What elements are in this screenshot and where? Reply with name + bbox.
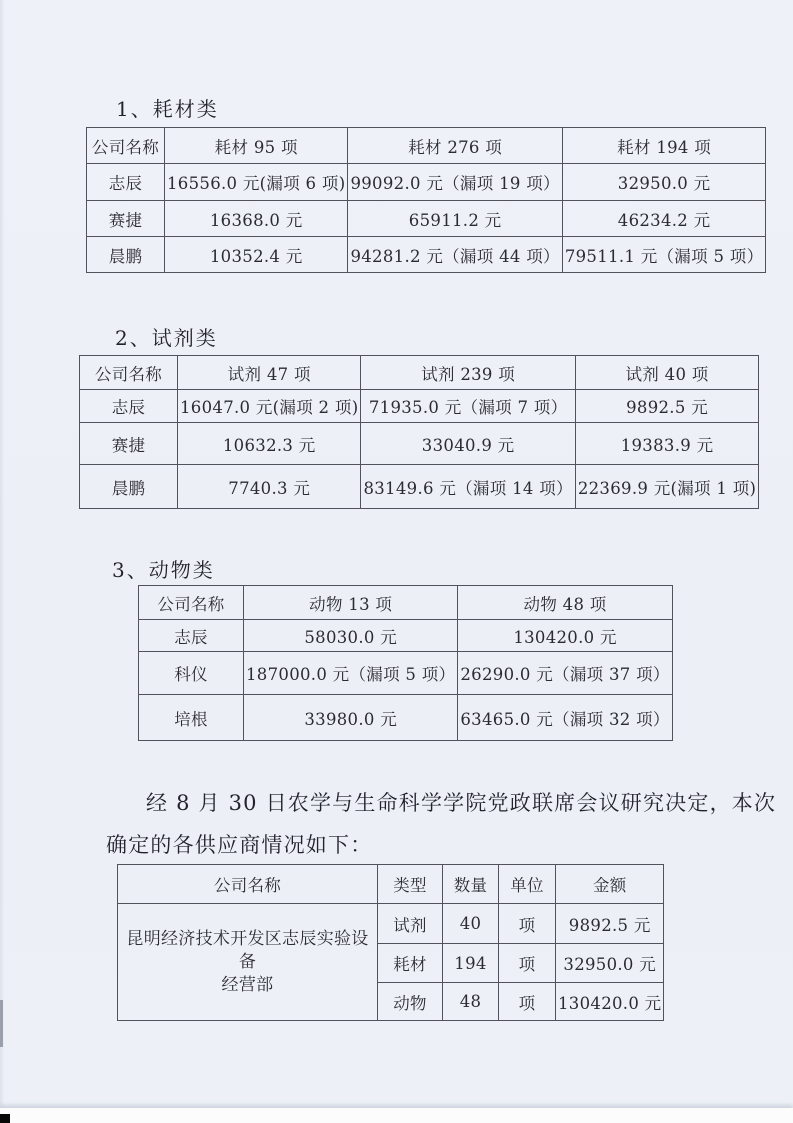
value-cell: 33980.0 元 — [244, 695, 458, 741]
type-cell: 试剂 — [378, 904, 443, 944]
value-cell: 16047.0 元(漏项 2 项) — [178, 390, 361, 423]
company-cell: 晨鹏 — [80, 465, 178, 509]
scan-bottom-edge — [0, 1108, 793, 1123]
header-cell: 试剂 239 项 — [361, 356, 575, 390]
company-cell: 赛捷 — [80, 423, 178, 465]
reagents-table — [79, 355, 759, 509]
amount-cell: 9892.5 元 — [556, 904, 664, 944]
body-paragraph-line-2: 确定的各供应商情况如下： — [106, 833, 373, 857]
type-cell: 动物 — [378, 983, 443, 1021]
table-row — [80, 465, 759, 509]
scan-corner-mark — [0, 1114, 10, 1123]
value-cell: 94281.2 元（漏项 44 项） — [348, 237, 562, 273]
body-paragraph-line-1: 经 8 月 30 日农学与生命科学学院党政联席会议研究决定，本次 — [146, 791, 777, 815]
unit-cell: 项 — [499, 983, 556, 1021]
table-row — [87, 164, 766, 201]
value-cell: 10632.3 元 — [178, 423, 361, 465]
type-cell: 耗材 — [378, 944, 443, 983]
section-title-reagents: 2、试剂类 — [115, 326, 218, 350]
value-cell: 16368.0 元 — [165, 201, 348, 237]
scan-edge-shadow — [0, 0, 4, 1123]
scan-artifact-mark — [0, 1000, 3, 1047]
value-cell: 58030.0 元 — [244, 620, 458, 652]
quantity-cell: 194 — [443, 944, 499, 983]
table-header-row — [139, 586, 673, 620]
value-cell: 46234.2 元 — [562, 201, 766, 237]
header-cell: 试剂 47 项 — [178, 356, 361, 390]
value-cell: 32950.0 元 — [562, 164, 766, 201]
value-cell: 33040.9 元 — [361, 423, 575, 465]
company-cell: 志辰 — [80, 390, 178, 423]
value-cell: 83149.6 元（漏项 14 项） — [361, 465, 575, 509]
value-cell: 65911.2 元 — [348, 201, 562, 237]
table-row — [139, 695, 673, 741]
quantity-cell: 48 — [443, 983, 499, 1021]
table-row — [139, 652, 673, 695]
table-header-row — [80, 356, 759, 390]
value-cell: 99092.0 元（漏项 19 项） — [348, 164, 562, 201]
unit-cell: 项 — [499, 904, 556, 944]
supplier-name-line-2: 经营部 — [221, 974, 274, 995]
section-title-animals: 3、动物类 — [112, 558, 215, 582]
value-cell: 71935.0 元（漏项 7 项） — [361, 390, 575, 423]
unit-cell: 项 — [499, 944, 556, 983]
header-cell: 公司名称 — [80, 356, 178, 390]
company-cell: 志辰 — [87, 164, 165, 201]
value-cell: 63465.0 元（漏项 32 项） — [458, 695, 672, 741]
header-cell: 试剂 40 项 — [575, 356, 758, 390]
header-cell: 动物 48 项 — [458, 586, 672, 620]
section-title-consumables: 1、耗材类 — [116, 97, 219, 121]
header-cell: 金额 — [556, 865, 664, 904]
quantity-cell: 40 — [443, 904, 499, 944]
value-cell: 26290.0 元（漏项 37 项） — [458, 652, 672, 695]
header-cell: 公司名称 — [118, 865, 378, 904]
company-cell: 培根 — [139, 695, 244, 741]
company-cell: 科仪 — [139, 652, 244, 695]
table-row — [139, 620, 673, 652]
value-cell: 22369.9 元(漏项 1 项) — [575, 465, 758, 509]
value-cell: 187000.0 元（漏项 5 项） — [244, 652, 458, 695]
value-cell: 9892.5 元 — [575, 390, 758, 423]
table-header-row — [87, 128, 766, 164]
header-cell: 动物 13 项 — [244, 586, 458, 620]
value-cell: 10352.4 元 — [165, 237, 348, 273]
value-cell: 7740.3 元 — [178, 465, 361, 509]
header-cell: 类型 — [378, 865, 443, 904]
supplier-summary-table — [117, 864, 664, 1021]
value-cell: 16556.0 元(漏项 6 项) — [165, 164, 348, 201]
header-cell: 单位 — [499, 865, 556, 904]
table-row — [118, 904, 664, 944]
header-cell: 耗材 276 项 — [348, 128, 562, 164]
header-cell: 耗材 194 项 — [562, 128, 766, 164]
supplier-name-cell — [118, 904, 378, 1021]
value-cell: 79511.1 元（漏项 5 项） — [562, 237, 766, 273]
table-header-row — [118, 865, 664, 904]
company-cell: 赛捷 — [87, 201, 165, 237]
consumables-table — [86, 127, 766, 273]
header-cell: 公司名称 — [87, 128, 165, 164]
supplier-name-line-1: 昆明经济技术开发区志辰实验设备 — [126, 928, 369, 972]
value-cell: 130420.0 元 — [458, 620, 672, 652]
header-cell: 耗材 95 项 — [165, 128, 348, 164]
company-cell: 晨鹏 — [87, 237, 165, 273]
table-row — [87, 237, 766, 273]
value-cell: 19383.9 元 — [575, 423, 758, 465]
header-cell: 公司名称 — [139, 586, 244, 620]
amount-cell: 32950.0 元 — [556, 944, 664, 983]
amount-cell: 130420.0 元 — [556, 983, 664, 1021]
table-row — [80, 390, 759, 423]
company-cell: 志辰 — [139, 620, 244, 652]
table-row — [80, 423, 759, 465]
table-row — [87, 201, 766, 237]
animals-table — [138, 585, 673, 741]
header-cell: 数量 — [443, 865, 499, 904]
